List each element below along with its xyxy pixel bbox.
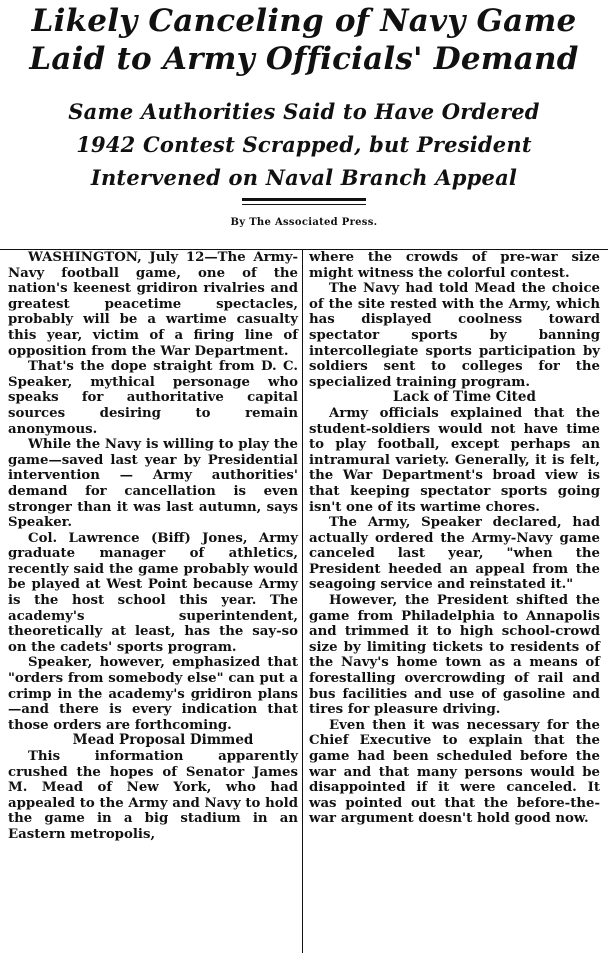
paragraph: The Army, Speaker declared, had actually ordered the Army-Navy game canceled last year, "when the President heeded an appeal from the seagoing service and reinstated it." [309, 515, 600, 593]
paragraph: Army officials explained that the student-soldiers would not have time to play football, except perhaps an intramural variety. Generally, it is felt, the War Department's broad view is that keeping spectator sports going isn't one of its wartime chores. [309, 405, 600, 515]
headline-divider [6, 82, 602, 83]
divider-rule-thick [242, 198, 366, 201]
headline-line-1: Likely Canceling of Navy Game [31, 3, 577, 39]
paragraph: Even then it was necessary for the Chief Executive to explain that the game had been scheduled before the war and that many persons would be disappointed if it were canceled. It was pointed out that the before-the-war argument doesn't hold good now. [309, 717, 600, 827]
subheadline [0, 95, 608, 194]
section-subhead: Mead Proposal Dimmed [72, 732, 254, 749]
divider-rule-thin [242, 204, 366, 205]
paragraph: where the crowds of pre-war size might witness the colorful contest. [309, 250, 600, 281]
paragraph: This information apparently crushed the hopes of Senator James M. Mead of New York, who had appealed to the Army and Navy to hold the game in a big stadium in an Eastern metropolis, [8, 749, 298, 842]
byline: By The Associated Press. [230, 217, 378, 228]
headline [0, 0, 608, 78]
left-column [0, 250, 302, 953]
paragraph: The Navy had told Mead the choice of the site rested with the Army, which has displayed coolness toward spectator sports by banning intercollegiate sports participation by soldiers sent to colleges for the specialized training program. [309, 281, 600, 390]
section-subhead: Lack of Time Cited [393, 389, 536, 406]
paragraph: WASHINGTON, July 12—The Army-Navy football game, one of the nation's keenest gridiron rivalries and greatest peacetime spectacles, probably will be a wartime casualty this year, victim of a firing line of opposition from the War Department. [8, 250, 298, 359]
paragraph: That's the dope straight from D. C. Speaker, mythical personage who speaks for authoritative capital sources desiring to remain anonymous. [8, 359, 298, 437]
paragraph: However, the President shifted the game from Philadelphia to Annapolis and trimmed it to high school-crowd size by limiting tickets to residents of the Navy's home town as a means of forestalling overcrowding of rail and bus facilities and use of gasoline and tires for pleasure driving. [309, 593, 600, 718]
right-column [302, 250, 604, 953]
subheadline-line-2: 1942 Contest Scrapped, but President [76, 132, 532, 157]
paragraph: Col. Lawrence (Biff) Jones, Army graduate manager of athletics, recently said the game probably would be played at West Point because Army is the host school this year. The academy's superintendent, theoretically at least, has the say-so on the cadets' sports program. [8, 530, 298, 655]
paragraph: While the Navy is willing to play the game—saved last year by Presidential intervention — Army authorities' demand for cancellation is even stronger than it was last autumn, says Speaker. [8, 437, 298, 531]
paragraph: Speaker, however, emphasized that "orders from somebody else" can put a crimp in the academy's gridiron plans—and there is every indication that those orders are forthcoming. [8, 655, 298, 733]
headline-line-2: Laid to Army Officials' Demand [29, 41, 579, 77]
subheadline-line-1: Same Authorities Said to Have Ordered [68, 99, 540, 124]
article-body [0, 249, 608, 953]
subheadline-line-3: Intervened on Naval Branch Appeal [90, 165, 518, 190]
